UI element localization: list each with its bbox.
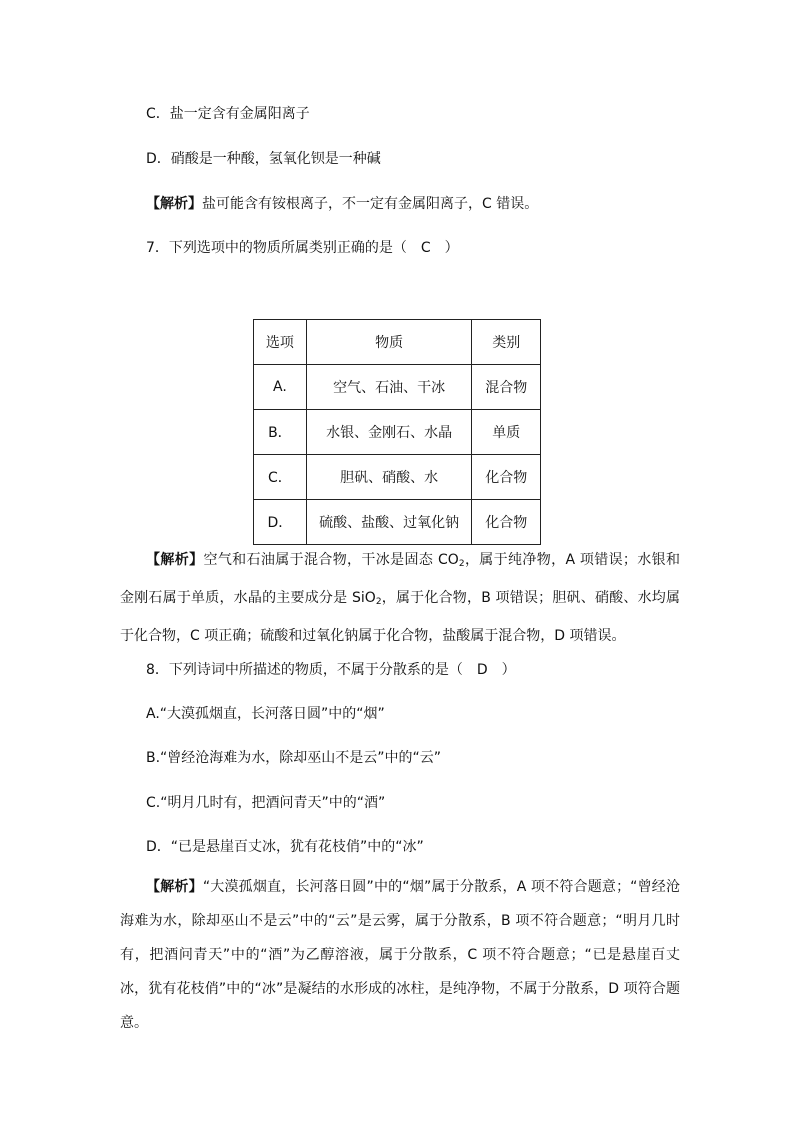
table-cell: A. (254, 365, 307, 410)
table-row (254, 410, 541, 455)
q6-option-c: C．盐一定含有金属阳离子 (146, 106, 310, 122)
q6-analysis (146, 194, 538, 214)
subscript-2: 2 (458, 559, 465, 569)
analysis-text-part2: ，属于纯净物，A 项错误；水银和金刚石属于单质，水晶的主要成分是 SiO (120, 552, 681, 606)
table-cell: 混合物 (472, 365, 541, 410)
q8-option-d: D．“已是悬崖百丈冰，犹有花枝俏”中的“冰” (146, 839, 424, 855)
table-cell: 胆矾、硝酸、水 (306, 455, 472, 500)
table-cell: 硫酸、盐酸、过氧化钠 (306, 500, 472, 545)
analysis-label: 【解析】 (146, 552, 204, 568)
q8-option-a: A.“大漠孤烟直，长河落日圆”中的“烟” (146, 706, 385, 722)
q8-option-b: B.“曾经沧海难为水，除却巫山不是云”中的“云” (146, 750, 442, 766)
table-cell: C． (254, 455, 307, 500)
table-row (254, 365, 541, 410)
q8-option-c: C.“明月几时有，把酒问青天”中的“酒” (146, 795, 386, 811)
table-cell: B． (254, 410, 307, 455)
q7-classification-table (253, 319, 541, 545)
q7-stem: 7．下列选项中的物质所属类别正确的是（ C ） (146, 240, 459, 256)
q8-stem: 8．下列诗词中所描述的物质，不属于分散系的是（ D ） (146, 662, 516, 678)
analysis-text: 盐可能含有铵根离子，不一定有金属阳离子，C 错误。 (202, 196, 539, 212)
q6-option-d: D．硝酸是一种酸，氢氧化钡是一种碱 (146, 151, 381, 167)
q8-analysis (120, 870, 680, 1040)
q7-analysis (120, 543, 680, 653)
table-header-cell: 选项 (254, 320, 307, 365)
table-cell: 单质 (472, 410, 541, 455)
table-header-cell: 类别 (472, 320, 541, 365)
analysis-text-part1: 空气和石油属于混合物，干冰是固态 CO (203, 552, 459, 568)
table-cell: 化合物 (472, 455, 541, 500)
table-row (254, 500, 541, 545)
table-cell: 空气、石油、干冰 (306, 365, 472, 410)
analysis-text-part3: ，属于化合物，B 项错误；胆矾、硝酸、水均属于化合物，C 项正确；硫酸和过氧化钠属于化合物，盐酸属于混合物，D 项错误。 (120, 590, 680, 644)
subscript-2: 2 (375, 597, 382, 607)
analysis-label: 【解析】 (146, 196, 202, 212)
table-header-row (254, 320, 541, 365)
analysis-label: 【解析】 (146, 879, 203, 895)
table-cell: 水银、金刚石、水晶 (306, 410, 472, 455)
table-row (254, 455, 541, 500)
table-header-cell: 物质 (306, 320, 472, 365)
table-cell: 化合物 (472, 500, 541, 545)
table-cell: D． (254, 500, 307, 545)
analysis-text: “大漠孤烟直，长河落日圆”中的“烟”属于分散系，A 项不符合题意；“曾经沧海难为水，除却巫山不是云”中的“云”是云雾，属于分散系，B 项不符合题意；“明月几时有，把酒问青天”中的“酒”为乙醇溶液，属于分散系，C 项不符合题意；“已是悬崖百丈冰，犹有花枝俏”中的“冰”是凝结的水形成的冰柱，是纯净物，不属于分散系，D 项符合题意。 (120, 879, 680, 1031)
